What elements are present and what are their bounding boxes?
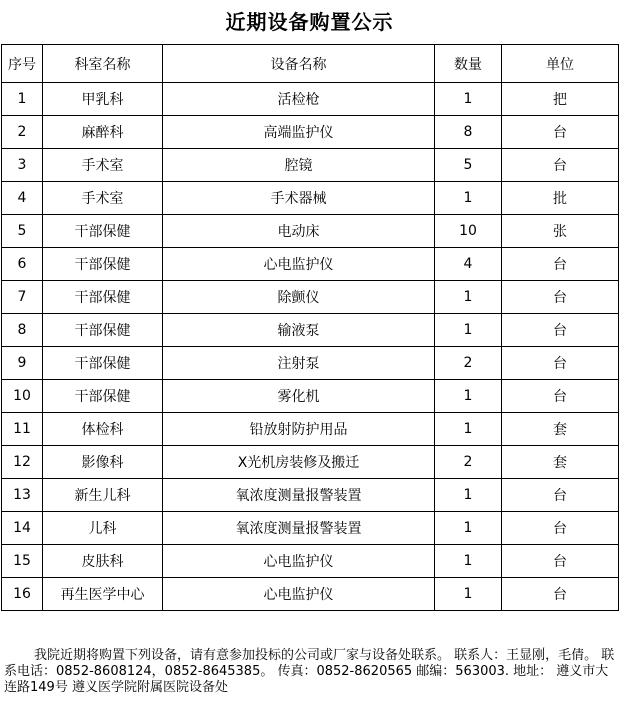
cell-dept: 干部保健	[43, 380, 163, 413]
cell-qty: 1	[435, 314, 502, 347]
cell-qty: 5	[435, 149, 502, 182]
equipment-table	[1, 44, 619, 611]
header-no: 序号	[2, 45, 43, 83]
cell-name: 输液泵	[163, 314, 435, 347]
cell-dept: 新生儿科	[43, 479, 163, 512]
cell-dept: 麻醉科	[43, 116, 163, 149]
cell-no: 12	[2, 446, 43, 479]
table-row	[2, 578, 619, 611]
cell-dept: 体检科	[43, 413, 163, 446]
cell-qty: 1	[435, 545, 502, 578]
cell-qty: 4	[435, 248, 502, 281]
table-row	[2, 446, 619, 479]
cell-name: 电动床	[163, 215, 435, 248]
table-row	[2, 380, 619, 413]
header-dept: 科室名称	[43, 45, 163, 83]
cell-no: 2	[2, 116, 43, 149]
table-row	[2, 215, 619, 248]
cell-name: 活检枪	[163, 83, 435, 116]
cell-qty: 1	[435, 512, 502, 545]
cell-dept: 影像科	[43, 446, 163, 479]
table-row	[2, 545, 619, 578]
cell-dept: 干部保健	[43, 314, 163, 347]
cell-qty: 1	[435, 281, 502, 314]
cell-name: 心电监护仪	[163, 248, 435, 281]
cell-name: 手术器械	[163, 182, 435, 215]
cell-dept: 干部保健	[43, 215, 163, 248]
cell-no: 7	[2, 281, 43, 314]
cell-no: 15	[2, 545, 43, 578]
cell-name: 雾化机	[163, 380, 435, 413]
cell-no: 3	[2, 149, 43, 182]
cell-unit: 张	[502, 215, 619, 248]
cell-dept: 干部保健	[43, 281, 163, 314]
cell-unit: 台	[502, 116, 619, 149]
table-row	[2, 182, 619, 215]
cell-unit: 台	[502, 380, 619, 413]
cell-no: 16	[2, 578, 43, 611]
cell-no: 13	[2, 479, 43, 512]
cell-no: 10	[2, 380, 43, 413]
cell-name: 氧浓度测量报警装置	[163, 512, 435, 545]
cell-qty: 2	[435, 347, 502, 380]
cell-dept: 手术室	[43, 149, 163, 182]
cell-dept: 再生医学中心	[43, 578, 163, 611]
cell-name: 铅放射防护用品	[163, 413, 435, 446]
cell-qty: 1	[435, 578, 502, 611]
table-row	[2, 413, 619, 446]
cell-qty: 2	[435, 446, 502, 479]
cell-qty: 1	[435, 479, 502, 512]
header-name: 设备名称	[163, 45, 435, 83]
cell-unit: 台	[502, 479, 619, 512]
cell-unit: 套	[502, 446, 619, 479]
cell-qty: 10	[435, 215, 502, 248]
table-row	[2, 116, 619, 149]
cell-dept: 手术室	[43, 182, 163, 215]
cell-name: 除颤仪	[163, 281, 435, 314]
cell-no: 11	[2, 413, 43, 446]
cell-unit: 台	[502, 545, 619, 578]
cell-unit: 台	[502, 578, 619, 611]
header-unit: 单位	[502, 45, 619, 83]
table-row	[2, 479, 619, 512]
cell-dept: 干部保健	[43, 347, 163, 380]
cell-dept: 甲乳科	[43, 83, 163, 116]
cell-no: 6	[2, 248, 43, 281]
table-row	[2, 248, 619, 281]
cell-unit: 批	[502, 182, 619, 215]
cell-qty: 1	[435, 182, 502, 215]
contact-notice: 我院近期将购置下列设备，请有意参加投标的公司或厂家与设备处联系。 联系人：王显刚，毛倩。 联系电话：0852-8608124，0852-8645385。 传真：0852-8620565 邮编：563003. 地址： 遵义市大连路149号 遵义医学院附属医院设备处	[4, 648, 615, 695]
cell-name: 注射泵	[163, 347, 435, 380]
cell-name: 高端监护仪	[163, 116, 435, 149]
cell-name: 腔镜	[163, 149, 435, 182]
cell-no: 1	[2, 83, 43, 116]
cell-unit: 台	[502, 347, 619, 380]
table-row	[2, 83, 619, 116]
cell-no: 8	[2, 314, 43, 347]
table-row	[2, 149, 619, 182]
cell-dept: 儿科	[43, 512, 163, 545]
cell-unit: 套	[502, 413, 619, 446]
cell-unit: 台	[502, 314, 619, 347]
cell-no: 4	[2, 182, 43, 215]
cell-name: 心电监护仪	[163, 545, 435, 578]
header-qty: 数量	[435, 45, 502, 83]
cell-dept: 皮肤科	[43, 545, 163, 578]
table-header-row	[2, 45, 619, 83]
cell-name: 氧浓度测量报警装置	[163, 479, 435, 512]
table-row	[2, 347, 619, 380]
cell-name: 心电监护仪	[163, 578, 435, 611]
table-row	[2, 314, 619, 347]
cell-unit: 台	[502, 248, 619, 281]
cell-no: 14	[2, 512, 43, 545]
table-row	[2, 512, 619, 545]
cell-qty: 1	[435, 380, 502, 413]
cell-no: 9	[2, 347, 43, 380]
cell-name: X光机房装修及搬迁	[163, 446, 435, 479]
page-title: 近期设备购置公示	[225, 10, 394, 34]
cell-qty: 1	[435, 413, 502, 446]
cell-unit: 把	[502, 83, 619, 116]
cell-unit: 台	[502, 281, 619, 314]
cell-qty: 1	[435, 83, 502, 116]
cell-unit: 台	[502, 149, 619, 182]
cell-no: 5	[2, 215, 43, 248]
cell-unit: 台	[502, 512, 619, 545]
table-row	[2, 281, 619, 314]
cell-qty: 8	[435, 116, 502, 149]
cell-dept: 干部保健	[43, 248, 163, 281]
